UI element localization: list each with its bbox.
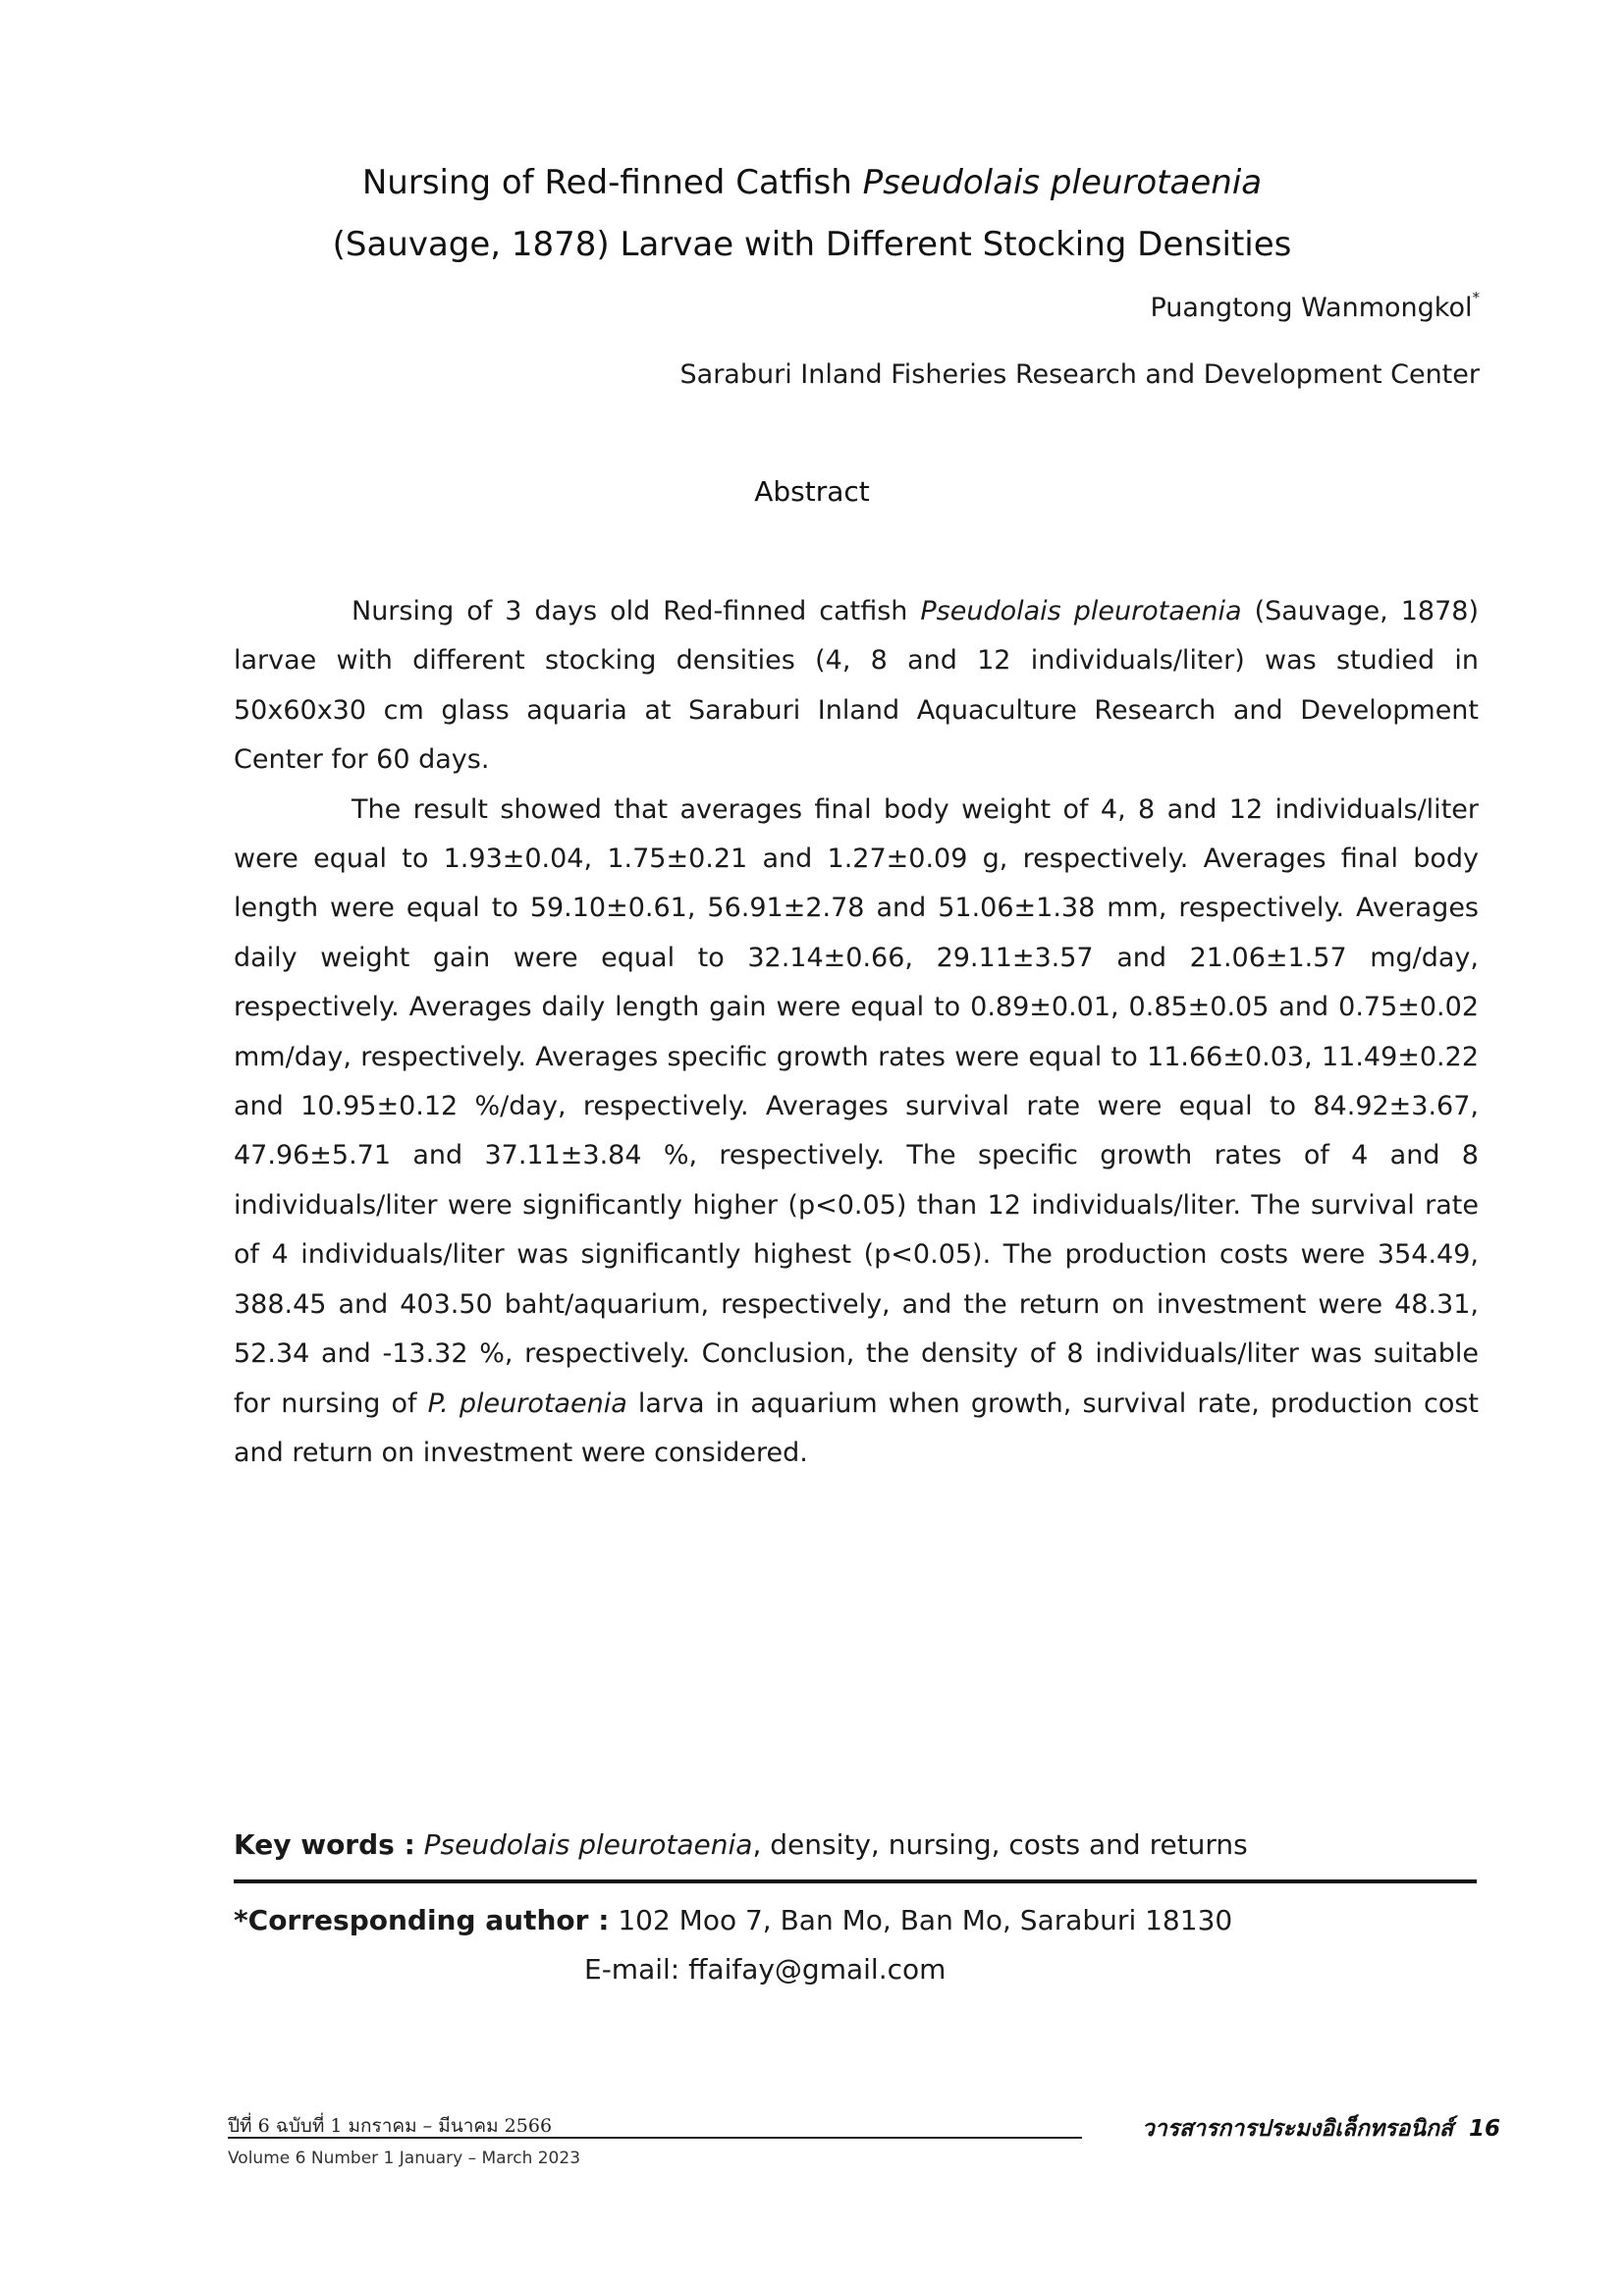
corresponding-label: *Corresponding author : bbox=[234, 1904, 610, 1936]
keywords bbox=[234, 1828, 1248, 1861]
divider bbox=[234, 1879, 1477, 1883]
footer-journal bbox=[1142, 2111, 1500, 2147]
abstract-paragraph bbox=[234, 587, 1479, 786]
footer-issue-thai: ปีที่ 6 ฉบับที่ 1 มกราคม – มีนาคม 2566 bbox=[228, 2115, 553, 2137]
keywords-species: Pseudolais pleurotaenia bbox=[423, 1828, 753, 1861]
footer-divider bbox=[228, 2137, 1082, 2139]
abstract-body bbox=[234, 587, 1479, 1478]
author-name: Puangtong Wanmongkol bbox=[1150, 293, 1473, 323]
title-prefix: Nursing of Red-finned Catfish bbox=[361, 163, 863, 202]
abstract-text: (Sauvage, 1878) larvae with different stocking densities (4, 8 and 12 individuals/liter) was studied in 50x60x30 cm glass aquaria at Saraburi Inland Aquaculture Research and Development Center for 60 days. bbox=[234, 596, 1479, 776]
species-name: P. pleurotaenia bbox=[427, 1388, 627, 1419]
footer-issue-en: Volume 6 Number 1 January – March 2023 bbox=[228, 2149, 581, 2168]
affiliation: Saraburi Inland Fisheries Research and Development Center bbox=[679, 359, 1480, 390]
author bbox=[1150, 289, 1480, 323]
corresponding-address: 102 Moo 7, Ban Mo, Ban Mo, Saraburi 18130 bbox=[609, 1904, 1233, 1936]
abstract-text: Nursing of 3 days old Red-finned catfish bbox=[352, 596, 921, 626]
abstract-text: larva in aquarium when growth, survival rate, production cost and return on investment were considered. bbox=[234, 1388, 1479, 1468]
paper-title bbox=[0, 152, 1624, 276]
species-name: Pseudolais pleurotaenia bbox=[920, 596, 1242, 626]
title-line-2: (Sauvage, 1878) Larvae with Different Stocking Densities bbox=[332, 225, 1292, 264]
author-marker: * bbox=[1472, 289, 1480, 306]
title-species: Pseudolais pleurotaenia bbox=[862, 163, 1263, 202]
title-line-1 bbox=[0, 152, 1624, 214]
corresponding-email: E-mail: ffaifay@gmail.com bbox=[584, 1953, 947, 1986]
corresponding-author bbox=[234, 1896, 1232, 1945]
abstract-paragraph bbox=[234, 786, 1479, 1479]
keywords-label: Key words : bbox=[234, 1828, 415, 1861]
page-number: 16 bbox=[1468, 2116, 1500, 2142]
abstract-text: The result showed that averages final body weight of 4, 8 and 12 individuals/liter were equal to 1.93±0.04, 1.75±0.21 and 1.27±0.09 g, respectively. Averages final body length were equal to 59.10±0.61, 56.91±2.78 and 51.06±1.38 mm, respectively. Averages daily weight gain were equal to 32.14±0.66, 29.11±3.57 and 21.06±1.57 mg/day, respectively. Averages daily length gain were equal to 0.89±0.01, 0.85±0.05 and 0.75±0.02 mm/day, respectively. Averages specific growth rates were equal to 11.66±0.03, 11.49±0.22 and 10.95±0.12 %/day, respectively. Averages survival rate were equal to 84.92±3.67, 47.96±5.71 and 37.11±3.84 %, respectively. The specific growth rates of 4 and 8 individuals/liter were significantly higher (p<0.05) than 12 individuals/liter. The survival rate of 4 individuals/liter was significantly highest (p<0.05). The production costs were 354.49, 388.45 and 403.50 baht/aquarium, respectively, and the return on investment were 48.31, 52.34 and -13.32 %, respectively. Conclusion, the density of 8 individuals/liter was suitable for nursing of bbox=[234, 793, 1479, 1419]
keywords-list: , density, nursing, costs and returns bbox=[752, 1828, 1248, 1861]
abstract-heading: Abstract bbox=[754, 475, 870, 508]
journal-name: วารสารการประมงอิเล็กทรอนิกส์ bbox=[1141, 2116, 1453, 2142]
